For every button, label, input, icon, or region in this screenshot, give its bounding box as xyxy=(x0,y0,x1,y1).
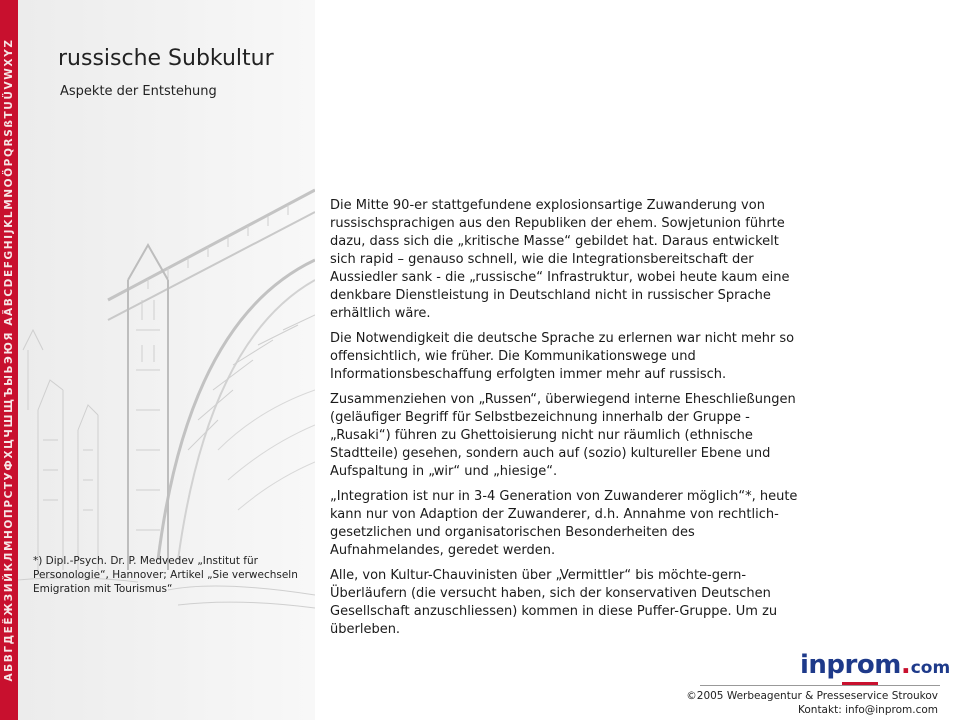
body-text xyxy=(330,197,800,646)
contact-text: Kontakt: info@inprom.com xyxy=(798,704,938,716)
footer xyxy=(686,689,938,717)
bridge-sketch-illustration xyxy=(18,150,315,610)
alphabet-text: АБВГДЕЁЖЗИЙКЛМНОПРСТУФХЦЧШЩЪЫЬЭЮЯ AÄBCDEFGHIJKLMNOÖPQRSßTUÜVWXYZ xyxy=(3,38,15,682)
logo-com: com xyxy=(910,658,951,678)
page-title: russische Subkultur xyxy=(58,46,274,71)
footer-divider xyxy=(700,685,940,686)
paragraph: Die Notwendigkeit die deutsche Sprache zu erlernen war nicht mehr so offensichtlich, wie früher. Die Kommunikationswege und Informationsbeschaffung erfolgten immer mehr auf russisch. xyxy=(330,331,795,382)
paragraph: „Integration ist nur in 3-4 Generation von Zuwanderer möglich“*, heute kann nur von Adaption der Zuwanderer, d.h. Annahme von rechtlich-gesetzlichen und organisatorischen Besonderheiten des Aufnahmelandes, geredet werden. xyxy=(330,489,798,558)
left-panel xyxy=(18,0,315,720)
alphabet-strip xyxy=(0,0,18,720)
copyright-text: ©2005 Werbeagentur & Presseservice Stroukov xyxy=(686,690,938,702)
footnote: *) Dipl.-Psych. Dr. P. Medvedev „Institut für Personologie“, Hannover; Artikel „Sie verwechseln Emigration mit Tourismus“ xyxy=(33,555,298,595)
page-subtitle: Aspekte der Entstehung xyxy=(60,84,217,99)
logo-dot: . xyxy=(900,650,911,680)
logo-main: inprom xyxy=(800,650,901,680)
paragraph: Alle, von Kultur-Chauvinisten über „Vermittler“ bis möchte-gern-Überläufern (die versucht haben, sich der konservativen Deutschen Gesellschaft anzuschliessen) kommen in diese Puffer-Gruppe. Um zu überleben. xyxy=(330,568,778,637)
inprom-logo xyxy=(800,650,950,680)
paragraph: Die Mitte 90-er stattgefundene explosionsartige Zuwanderung von russischsprachigen aus den Republiken der ehem. Sowjetunion führte dazu, dass sich die „kritische Masse“ gebildet hat. Daraus entwickelt sich rapid – genauso schnell, wie die Integrationsbereitschaft der Aussiedler sank - die „russische“ Infrastruktur, wobei heute kaum eine denkbare Dienstleistung in Deutschland nicht in russischer Sprache erhältlich wäre. xyxy=(330,198,790,321)
paragraph: Zusammenziehen von „Russen“, überwiegend interne Eheschließungen (geläufiger Begriff für Selbstbezeichnung innerhalb der Gruppe - „Rusaki“) führen zu Ghettoisierung nicht nur räumlich (ethnische Stadtteile) gesehen, sondern auch auf (sozio) kultureller Ebene und Aufspaltung in „wir“ und „hiesige“. xyxy=(330,392,796,479)
